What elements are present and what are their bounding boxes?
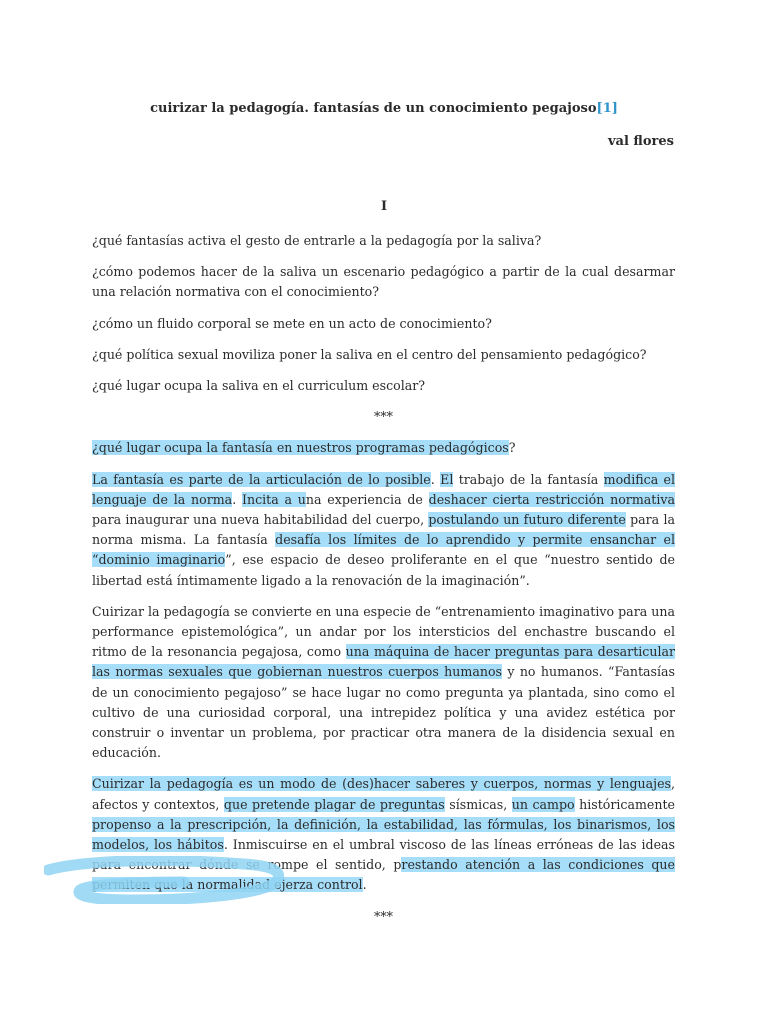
paragraph-fantasy-question — [92, 438, 675, 458]
text-span: ”, ese espacio de deseo proliferante en el que “nuestro sentido de libertad está íntimamente ligado a la renovación de la imaginación”. — [92, 552, 676, 588]
document-body — [92, 231, 675, 938]
author-name: val flores — [607, 134, 674, 149]
question-5: ¿qué lugar ocupa la saliva en el curriculum escolar? — [92, 378, 426, 394]
text-span: históricamente — [574, 796, 675, 812]
highlight: La fantasía es parte de la articulación de — [92, 471, 369, 487]
question-4: ¿qué política sexual moviliza poner la saliva en el centro del pensamiento pedagógico? — [92, 346, 647, 362]
highlight: postulando un futuro diferente — [428, 512, 626, 528]
text-span: sísmicas, — [444, 796, 512, 812]
highlight: que pretende plagar de preguntas — [223, 796, 445, 812]
text-span: para la norma misma. La fantasía — [92, 512, 675, 548]
question-3: ¿cómo un fluido corporal se mete en un acto de conocimiento? — [92, 315, 492, 331]
question-2: ¿cómo podemos hacer de la saliva un escenario pedagógico a partir de la cual desarmar una relación normativa con el conocimiento? — [92, 264, 675, 300]
text-span: y no humanos. “Fantasías de un conocimiento pegajoso” se hace lugar no como pregunta ya plantada, sino como el cultivo de una curiosidad corporal, una intrepidez política y una avidez estética por construir o inventar un problema, por practicar otra manera de la disidencia sexual en educación. — [92, 664, 675, 761]
highlight: propenso a la prescripción, la definición, la estabilidad, las fórmulas, los binarismos, los modelos, los hábitos — [92, 816, 675, 853]
highlight: Cuirizar la pedagogía es un modo de (des)hacer saberes y cuerpos, normas y lenguajes — [92, 776, 671, 792]
text-span: trabajo de la fantasía — [453, 471, 604, 487]
highlight: restando atención a las condiciones que permiten que la normalidad ejerza control — [92, 857, 675, 893]
text-span: . — [430, 471, 441, 487]
highlight: lo posible — [368, 471, 431, 487]
highlight: El — [440, 471, 454, 487]
paragraph-cuirizar-1 — [92, 602, 675, 764]
text-span: . Inmiscuirse en el umbral viscoso de las líneas erróneas de las ideas para encontrar dónde se rompe el sentido, p — [92, 837, 675, 873]
separator: *** — [374, 409, 393, 425]
highlight: desafía los límites de lo aprendido y permite ensanchar el “dominio imaginario — [92, 532, 675, 568]
section-number: I — [380, 199, 388, 214]
footnote-link[interactable]: [1] — [596, 101, 618, 116]
text-span: Cuirizar la pedagogía se convierte en una especie de “entrenamiento imaginativo para una performance epistemológica”, un andar por los intersticios del enchastre buscando el ritmo de la resonancia pegajosa, como — [92, 603, 675, 660]
paragraph-fantasy — [92, 470, 675, 591]
separator-bottom: *** — [374, 908, 393, 924]
title-text: cuirizar la pedagogía. fantasías de un conocimiento pegajoso — [150, 101, 597, 116]
text-span: , afectos y contextos, — [92, 776, 675, 812]
question-1: ¿qué fantasías activa el gesto de entrarle a la pedagogía por la saliva? — [92, 233, 542, 248]
document-title — [92, 101, 676, 116]
highlighter-scribble — [44, 856, 294, 904]
highlight: un campo — [511, 796, 575, 812]
highlight: ¿qué lugar ocupa la fantasía en nuestros programas pedagógicos — [92, 440, 509, 456]
text-span: ? — [508, 440, 516, 456]
text-span: . — [232, 491, 242, 507]
highlight: una máquina de hacer preguntas para desarticular las normas sexuales que gobiernan nuestros cuerpos humanos — [92, 644, 675, 680]
text-span: na experiencia de — [305, 491, 429, 507]
highlight: deshacer cierta restricción normativa — [428, 491, 675, 507]
highlight: Incita a u — [241, 491, 306, 507]
text-span: para inaugurar una nueva habitabilidad del cuerpo, — [92, 512, 429, 528]
highlight: modifica el lenguaje de la norma — [92, 471, 676, 507]
text-span: . — [362, 877, 367, 893]
